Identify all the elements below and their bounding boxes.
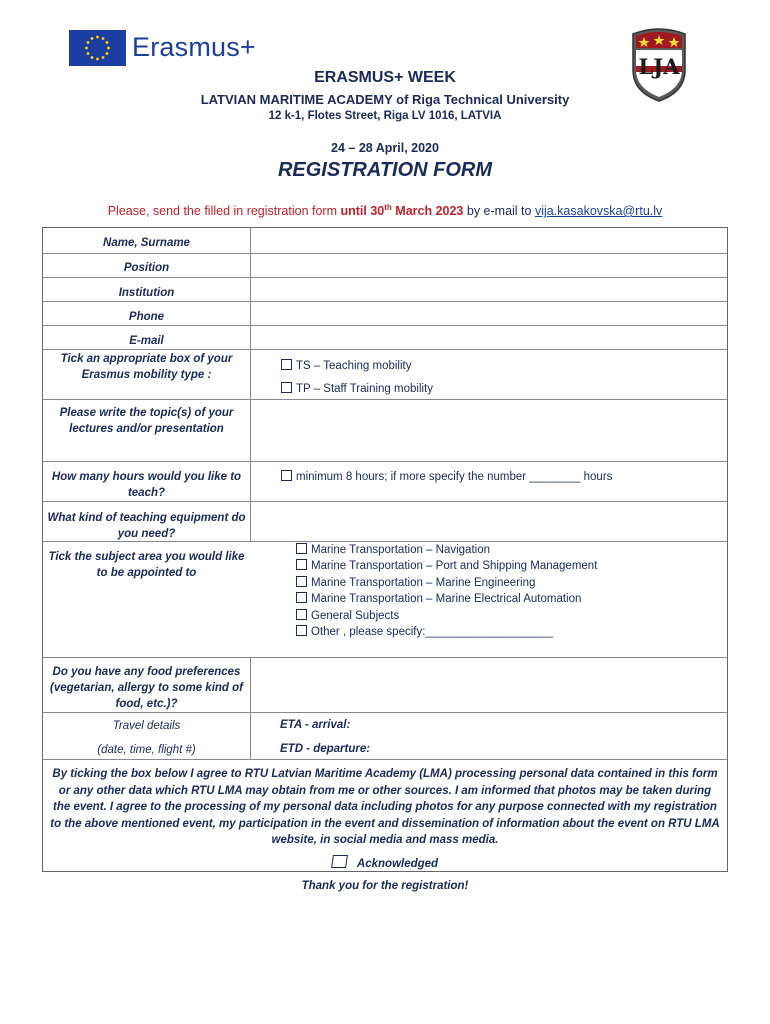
row-position: [43, 253, 727, 277]
subject-label: Tick the subject area you would like to be appointed to: [48, 551, 245, 579]
mobility-option-tp[interactable]: TP – Staff Training mobility: [281, 382, 433, 395]
hours-option[interactable]: minimum 8 hours; if more specify the number ________ hours: [281, 470, 612, 483]
event-dates: 24 – 28 April, 2020: [331, 141, 439, 155]
travel-sub-label: (date, time, flight #): [97, 744, 196, 756]
subject-option-navigation[interactable]: Marine Transportation – Navigation: [296, 543, 490, 556]
contact-email-link[interactable]: vija.kasakovska@rtu.lv: [534, 204, 663, 219]
row-hours: [43, 461, 727, 501]
name-label: Name, Surname: [103, 237, 190, 249]
lja-crest-logo: [627, 26, 691, 102]
email-field[interactable]: [250, 326, 727, 349]
row-phone: [43, 301, 727, 325]
row-equipment: [43, 501, 727, 541]
row-travel: [43, 712, 727, 759]
consent-text: By ticking the box below I agree to RTU Latvian Maritime Academy (LMA) processing personal data contained in this form or any other data which RTU LMA may obtain from me or other sources. I am informed that photos may be taken during the event. I agree to the processing of my personal data including photos for any purpose connected with my registration to the above mentioned event, my participation in the event and dissemination of information about the event on RTU LMA website, in social media and mass media.: [50, 768, 720, 846]
subject-option-port-shipping[interactable]: Marine Transportation – Port and Shipping Management: [296, 559, 597, 572]
erasmus-wordmark: Erasmus+: [132, 32, 256, 62]
row-mobility: [43, 349, 727, 399]
food-label: Do you have any food preferences (vegetarian, allergy to some kind of food, etc.)?: [50, 666, 243, 710]
checkbox-icon[interactable]: [281, 359, 292, 370]
registration-form-table: [42, 227, 728, 872]
checkbox-icon[interactable]: [296, 559, 307, 570]
travel-label: Travel details: [112, 720, 181, 732]
subject-option-general[interactable]: General Subjects: [296, 609, 399, 622]
hours-options: [250, 462, 727, 501]
checkbox-icon[interactable]: [281, 470, 292, 481]
topics-label: Please write the topic(s) of your lectures and/or presentation: [59, 407, 234, 435]
email-label: E-mail: [129, 335, 164, 347]
phone-field[interactable]: [250, 302, 727, 325]
row-topics: [43, 399, 727, 461]
acknowledged-checkbox[interactable]: Acknowledged: [43, 855, 727, 870]
subject-option-marine-engineering[interactable]: Marine Transportation – Marine Engineering: [296, 576, 535, 589]
travel-fields: [250, 713, 727, 759]
position-field[interactable]: [250, 254, 727, 277]
name-field[interactable]: [250, 228, 727, 253]
subject-option-electrical-automation[interactable]: Marine Transportation – Marine Electrical Automation: [296, 592, 581, 605]
position-label: Position: [123, 262, 170, 274]
checkbox-icon[interactable]: [296, 609, 307, 620]
thank-you-note: Thank you for the registration!: [301, 880, 469, 892]
etd-field[interactable]: ETD - departure:: [280, 743, 371, 755]
eta-field[interactable]: ETA - arrival:: [280, 719, 351, 731]
row-institution: [43, 277, 727, 301]
row-email: [43, 325, 727, 349]
food-field[interactable]: [250, 658, 727, 712]
hours-label: How many hours would you like to teach?: [51, 471, 242, 499]
institution-label: Institution: [118, 287, 175, 299]
erasmus-logo: [69, 30, 259, 68]
eu-flag-icon: [69, 30, 126, 66]
phone-label: Phone: [128, 311, 165, 323]
row-food: [43, 657, 727, 712]
row-name: [43, 228, 727, 253]
mobility-label: Tick an appropriate box of your Erasmus mobility type :: [60, 353, 233, 381]
equipment-field[interactable]: [250, 502, 727, 541]
row-subjects: [43, 541, 727, 657]
submission-notice: Please, send the filled in registration form until 30th March 2023 by e-mail to vija.kasakovska@rtu.lv: [107, 203, 663, 219]
checkbox-icon[interactable]: [296, 592, 307, 603]
svg-text:LJA: LJA: [638, 54, 680, 79]
equipment-label: What kind of teaching equipment do you need?: [47, 512, 246, 540]
subject-options: [250, 542, 727, 657]
mobility-options: [250, 350, 727, 399]
checkbox-icon[interactable]: [296, 576, 307, 587]
topics-field[interactable]: [250, 400, 727, 461]
institution-address: 12 k-1, Flotes Street, Riga LV 1016, LATVIA: [268, 110, 502, 122]
event-title: ERASMUS+ WEEK: [314, 69, 456, 86]
checkbox-icon[interactable]: [331, 855, 348, 868]
checkbox-icon[interactable]: [296, 543, 307, 554]
institution-field[interactable]: [250, 278, 727, 301]
checkbox-icon[interactable]: [281, 382, 292, 393]
mobility-option-ts[interactable]: TS – Teaching mobility: [281, 359, 411, 372]
subject-option-other[interactable]: Other , please specify:____________________: [296, 625, 553, 638]
form-title: REGISTRATION FORM: [277, 159, 493, 181]
checkbox-icon[interactable]: [296, 625, 307, 636]
institution-name: LATVIAN MARITIME ACADEMY of Riga Technical University: [200, 92, 570, 107]
